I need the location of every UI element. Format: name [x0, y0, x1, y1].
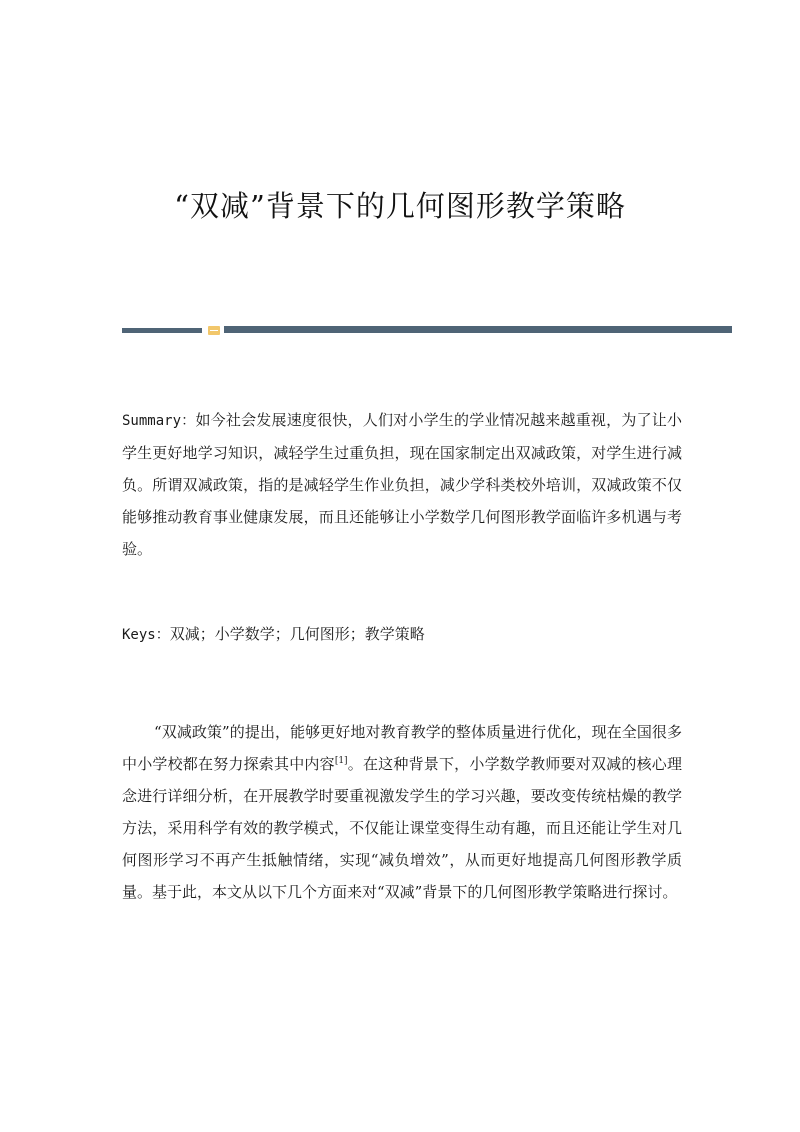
page-title: “双减”背景下的几何图形教学策略	[174, 189, 626, 223]
citation-marker: [1]	[334, 756, 348, 766]
body-text-part2: 。在这种背景下，小学数学教师要对双减的核心理念进行详细分析，在开展教学时要重视激发学生的学习兴趣，要改变传统枯燥的教学方法，采用科学有效的教学模式，不仅能让课堂变得生动有趣，而且还能让学生对几何图形学习不再产生抵触情绪，实现“减负增效”，从而更好地提高几何图形教学质量。基于此，本文从以下几个方面来对“双减”背景下的几何图形教学策略进行探讨。	[122, 755, 682, 901]
keys-label: Keys：	[122, 627, 170, 643]
divider-bar-left	[122, 328, 202, 333]
title-divider	[122, 326, 732, 334]
summary-label: Summary：	[122, 413, 196, 429]
summary-paragraph	[122, 404, 682, 565]
divider-ornament-icon	[208, 326, 220, 335]
divider-bar-right	[224, 326, 732, 333]
keywords-paragraph	[122, 618, 682, 651]
body-paragraph	[122, 716, 682, 908]
body-text-part1: “双减政策”的提出，能够更好地对教育教学的整体质量进行优化，现在全国很多中小学校都在努力探索其中内容	[122, 723, 682, 773]
summary-text: 如今社会发展速度很快，人们对小学生的学业情况越来越重视，为了让小学生更好地学习知识，减轻学生过重负担，现在国家制定出双减政策，对学生进行减负。所谓双减政策，指的是减轻学生作业负担，减少学科类校外培训，双减政策不仅能够推动教育事业健康发展，而且还能够让小学数学几何图形教学面临许多机遇与考验。	[122, 411, 682, 558]
keys-text: 双减；小学数学；几何图形；教学策略	[169, 625, 425, 643]
